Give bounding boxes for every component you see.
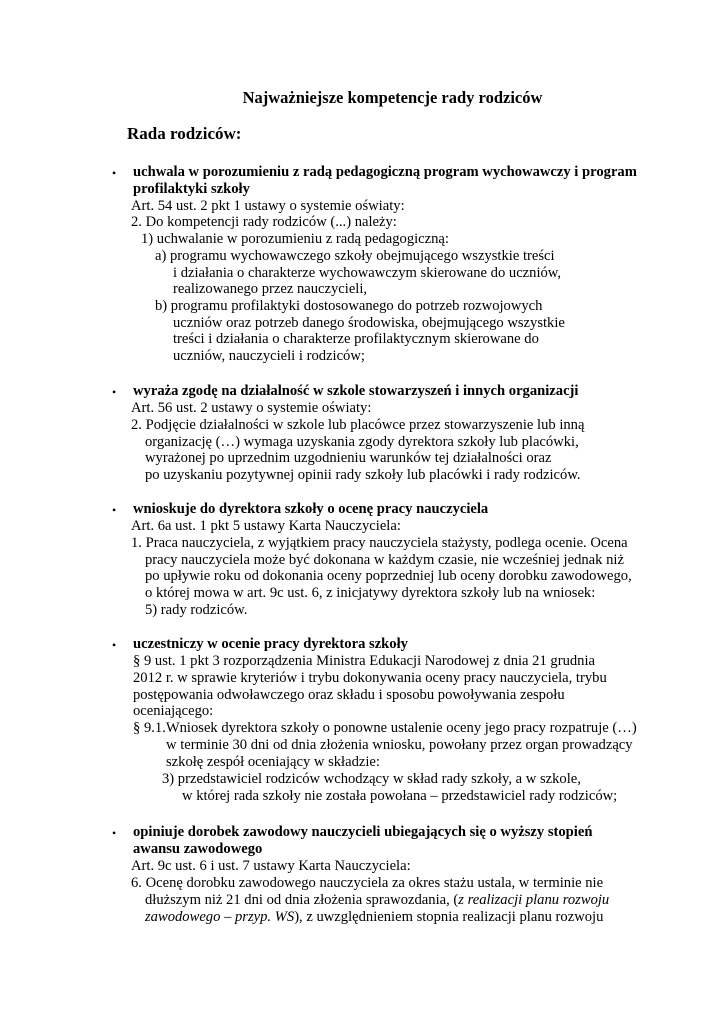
paragraph-line	[145, 909, 603, 927]
paragraph-line: pracy nauczyciela może być dokonana w każdym czasie, nie wcześniej jednak niż	[145, 552, 624, 568]
paragraph-line: 3) przedstawiciel rodziców wchodzący w skład rady szkoły, a w szkole,	[162, 771, 581, 787]
editor-note: zawodowego – przyp. WS	[145, 909, 295, 925]
paragraph-line: a) programu wychowawczego szkoły obejmującego wszystkie treści	[155, 248, 555, 264]
paragraph-line: 2. Do kompetencji rady rodziców (...) należy:	[131, 214, 397, 230]
section-heading: uchwala w porozumieniu z radą pedagogiczną program wychowawczy i program	[133, 164, 637, 180]
legal-reference: Art. 54 ust. 2 pkt 1 ustawy o systemie oświaty:	[131, 198, 405, 214]
section-heading: uczestniczy w ocenie pracy dyrektora szkoły	[133, 636, 408, 652]
legal-reference: Art. 6a ust. 1 pkt 5 ustawy Karta Nauczyciela:	[131, 518, 401, 534]
paragraph-line: § 9.1.Wniosek dyrektora szkoły o ponowne ustalenie oceny jego pracy rozpatruje (…)	[133, 720, 637, 736]
paragraph-line: treści i działania o charakterze profilaktycznym skierowane do	[173, 331, 539, 347]
paragraph-line	[145, 892, 609, 910]
section-heading: profilaktyki szkoły	[133, 181, 250, 197]
section-heading: opiniuje dorobek zawodowy nauczycieli ubiegających się o wyższy stopień	[133, 824, 593, 840]
legal-reference: § 9 ust. 1 pkt 3 rozporządzenia Ministra Edukacji Narodowej z dnia 21 grudnia	[133, 653, 596, 669]
paragraph-line: w której rada szkoły nie została powołana – przedstawiciel rady rodziców;	[182, 788, 618, 804]
paragraph-line: po uzyskaniu pozytywnej opinii rady szkoły lub placówki i rady rodziców.	[145, 467, 581, 483]
bullet-icon: •	[112, 385, 117, 399]
editor-note: z realizacji planu rozwoju	[458, 892, 610, 908]
paragraph-line: i działania o charakterze wychowawczym skierowane do uczniów,	[173, 265, 562, 281]
section-heading: awansu zawodowego	[133, 841, 263, 857]
paragraph-line: postępowania odwoławczego oraz składu i sposobu powoływania zespołu	[133, 687, 565, 703]
paragraph-line: uczniów oraz potrzeb danego środowiska, obejmującego wszystkie	[173, 315, 565, 331]
paragraph-text: ), z uwzględnieniem stopnia realizacji planu rozwoju	[294, 909, 604, 925]
paragraph-line: uczniów, nauczycieli i rodziców;	[173, 348, 365, 364]
paragraph-line: w terminie 30 dni od dnia złożenia wniosku, powołany przez organ prowadzący	[166, 737, 633, 753]
section-heading: wnioskuje do dyrektora szkoły o ocenę pracy nauczyciela	[133, 501, 489, 517]
paragraph-line: 6. Ocenę dorobku zawodowego nauczyciela za okres stażu ustala, w terminie nie	[131, 875, 604, 891]
bullet-icon: •	[112, 166, 117, 180]
paragraph-line: szkołę zespół oceniający w składzie:	[166, 754, 380, 770]
bullet-icon: •	[112, 638, 117, 652]
paragraph-text: dłuższym niż 21 dni od dnia złożenia sprawozdania, (	[145, 892, 459, 908]
paragraph-line: 1. Praca nauczyciela, z wyjątkiem pracy nauczyciela stażysty, podlega ocenie. Ocena	[131, 535, 628, 551]
paragraph-line: 2. Podjęcie działalności w szkole lub placówce przez stowarzyszenie lub inną	[131, 417, 585, 433]
paragraph-line: oceniającego:	[133, 703, 214, 719]
paragraph-line: b) programu profilaktyki dostosowanego do potrzeb rozwojowych	[155, 298, 543, 314]
section-heading: wyraża zgodę na działalność w szkole stowarzyszeń i innych organizacji	[133, 383, 579, 399]
bullet-icon: •	[112, 826, 117, 840]
paragraph-line: 5) rady rodziców.	[145, 602, 248, 618]
paragraph-line: wyrażonej po uprzednim uzgodnieniu warunków tej działalności oraz	[145, 450, 552, 466]
paragraph-line: 2012 r. w sprawie kryteriów i trybu dokonywania oceny pracy nauczyciela, trybu	[133, 670, 607, 686]
paragraph-line: 1) uchwalanie w porozumieniu z radą pedagogiczną:	[141, 231, 449, 247]
page-subtitle: Rada rodziców:	[127, 124, 242, 143]
paragraph-line: o której mowa w art. 9c ust. 6, z inicjatywy dyrektora szkoły lub na wniosek:	[145, 585, 596, 601]
paragraph-line: organizację (…) wymaga uzyskania zgody dyrektora szkoły lub placówki,	[145, 434, 579, 450]
legal-reference: Art. 9c ust. 6 i ust. 7 ustawy Karta Nauczyciela:	[131, 858, 411, 874]
page-title: Najważniejsze kompetencje rady rodziców	[242, 88, 543, 107]
legal-reference: Art. 56 ust. 2 ustawy o systemie oświaty:	[131, 400, 372, 416]
paragraph-line: realizowanego przez nauczycieli,	[173, 281, 368, 297]
bullet-icon: •	[112, 503, 117, 517]
paragraph-line: po upływie roku od dokonania oceny poprzedniej lub oceny dorobku zawodowego,	[145, 568, 632, 584]
